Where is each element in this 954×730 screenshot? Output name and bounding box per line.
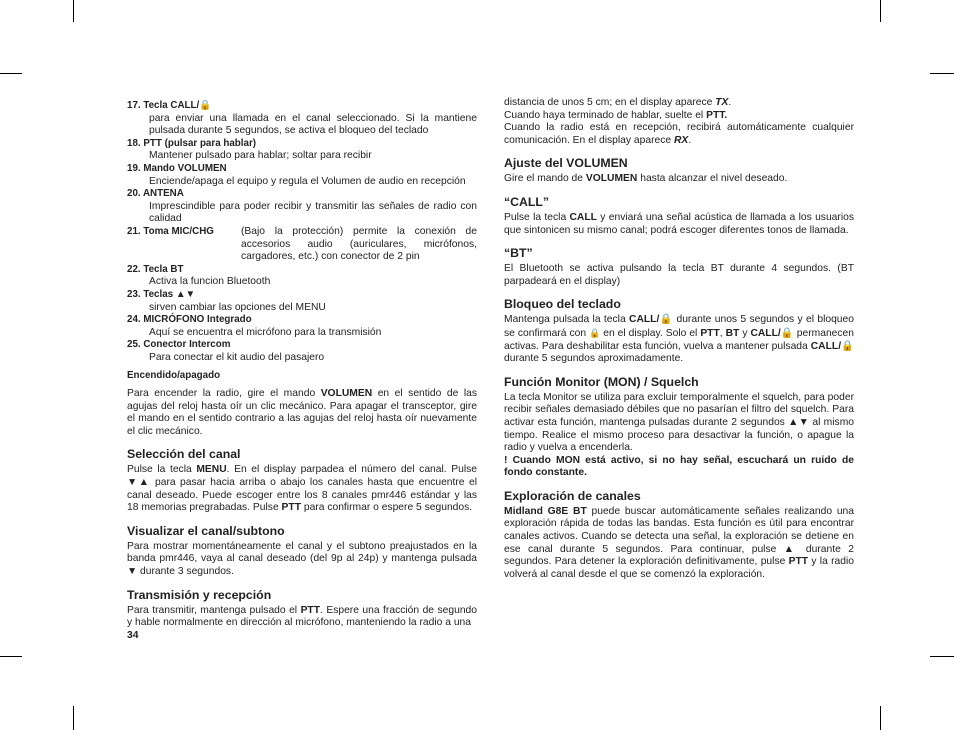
crop-mark-bl-v (73, 706, 74, 730)
parts-list (127, 100, 477, 364)
item-title: 24. MICRÓFONO Integrado (127, 314, 252, 326)
item-title: 18. PTT (pulsar para hablar) (127, 137, 257, 149)
crop-mark-tr-h (930, 73, 954, 74)
crop-mark-tl-h (0, 73, 22, 74)
item-title: 21. Toma MIC/CHG (127, 225, 214, 237)
item-title: 17. Tecla CALL/🔒 (127, 100, 212, 111)
volumen-text: Gire el mando de VOLUMEN hasta alcanzar el nivel deseado. (504, 173, 788, 185)
crop-mark-tl-v (73, 0, 74, 22)
item-desc: Activa la funcion Bluetooth (149, 276, 271, 288)
right-column (504, 97, 854, 581)
item-desc: Imprescindible para poder recibir y transmitir las señales de radio con calidad (149, 200, 477, 225)
transmision-text: Para transmitir, mantenga pulsado el PTT. Espere una fracción de segundo y hable normalmente en dirección al micrófono, manteniendo la radio a una (127, 604, 477, 629)
section-title-volumen: Ajuste del VOLUMEN (504, 156, 628, 171)
item-desc: Enciende/apaga el equipo y regula el Volumen de audio en recepción (149, 175, 466, 187)
item-desc: Para conectar el kit audio del pasajero (149, 351, 325, 363)
item-desc: Aquí se encuentra el micrófono para la transmisión (149, 326, 382, 338)
item-title: 23. Teclas ▲▼ (127, 288, 196, 300)
item-desc: Mantener pulsado para hablar; soltar para recibir (149, 150, 372, 162)
section-title-transmision: Transmisión y recepción (127, 587, 272, 602)
crop-mark-br-v (880, 706, 881, 730)
call-text: Pulse la tecla CALL y enviará una señal acústica de llamada a los usuarios que sintonicen su mismo canal; podrá escoger diferentes tonos de llamada. (504, 211, 855, 236)
lock-icon: 🔒 (589, 327, 601, 338)
encendido-text: Para encender la radio, gire el mando VOLUMEN en el sentido de las agujas del reloj hasta oír un clic mecánico. Para apagar el transceptor, gire el mando en el sentido contrario a las agujas del reloj hasta oír nuevamente el clic mecánico. (127, 388, 478, 437)
item-title: 19. Mando VOLUMEN (127, 162, 227, 174)
item-title: 22. Tecla BT (127, 263, 184, 275)
section-title-call: “CALL” (504, 194, 550, 209)
section-title-seleccion: Selección del canal (127, 447, 241, 462)
section-title-bloqueo: Bloqueo del teclado (504, 297, 621, 312)
item-title: 20. ANTENA (127, 188, 184, 200)
crop-mark-bl-h (0, 656, 22, 657)
item-inline (127, 226, 477, 264)
visualizar-text: Para mostrar momentáneamente el canal y el subtono preajustados en la banda pmr446, vaya al canal deseado (del 9p al 24p) y mantenga pulsada ▼ durante 3 segundos. (127, 540, 477, 577)
section-title-visualizar: Visualizar el canal/subtono (127, 523, 285, 538)
page-number: 34 (127, 629, 139, 641)
section-title-monitor: Función Monitor (MON) / Squelch (504, 374, 699, 389)
item-desc: (Bajo la protección) permite la conexión de accesorios audio (auriculares, micrófonos, cargadores, etc.) con conector de 2 pin (241, 225, 477, 263)
tx-line: distancia de unos 5 cm; en el display aparece TX. (504, 97, 732, 108)
item-desc: para enviar una llamada en el canal seleccionado. Si la mantiene pulsada durante 5 segundos, se activa el bloqueo del teclado (149, 112, 477, 137)
left-column (127, 100, 477, 642)
exploracion-text: Midland G8E BT puede buscar automáticamente señales realizando una exploración rápida de todas las bandas. Esta función es útil para encontrar canales activos. Cuando se detecta una señal, la exploración se detiene en ese canal durante 5 segundos. Para continuar, pulse ▲ durante 2 segundos. Para detener la exploración definitivamente, pulse PTT y la radio volverá al canal desde el que se comenzó la exploración. (504, 505, 855, 580)
item-desc: sirven cambiar las opciones del MENU (149, 301, 326, 313)
bloqueo-text: Mantenga pulsada la tecla CALL/🔒 durante unos 5 segundos y el bloqueo se confirmará con 🔒 en el display. Solo el PTT, BT y CALL/🔒 permanecen activas. Para deshabilitar esta función, vuelva a mantener pulsada CALL/🔒 durante 5 segundos aproximadamente. (504, 314, 855, 365)
section-title-encendido: Encendido/apagado (127, 370, 221, 382)
seleccion-text: Pulse la tecla MENU. En el display parpadea el número del canal. Pulse ▼▲ para pasar hacia arriba o abajo los canales hasta que encuentre el canal deseado. Puede escoger entre los 8 canales pmr446 estándar y las 18 memorias pregrabadas. Pulse PTT para confirmar o espere 5 segundos. (127, 464, 477, 514)
crop-mark-br-h (930, 656, 954, 657)
section-title-bt: “BT” (504, 246, 533, 261)
monitor-warning: ! Cuando MON está activo, si no hay señal, escuchará un ruido de fondo constante. (504, 454, 854, 479)
section-title-exploracion: Exploración de canales (504, 488, 641, 503)
bt-text: El Bluetooth se activa pulsando la tecla BT durante 4 segundos. (BT parpadeará en el display) (504, 263, 854, 287)
item-title: 25. Conector Intercom (127, 339, 231, 351)
ptt-line: Cuando haya terminado de hablar, suelte el PTT. (504, 109, 728, 121)
monitor-text: La tecla Monitor se utiliza para excluir temporalmente el squelch, para poder recibir señales demasiado débiles que no pasarían el filtro del squelch. Para activar esta función, mantenga pulsadas durante 2 segundos ▲▼ al mismo tiempo. Realice el mismo proceso para desactivar la función, o apague la radio y vuelva a encenderla. (504, 391, 854, 454)
rx-line: Cuando la radio está en recepción, recibirá automáticamente cualquier comunicación. En el display aparece RX. (504, 122, 854, 146)
crop-mark-tr-v (880, 0, 881, 22)
